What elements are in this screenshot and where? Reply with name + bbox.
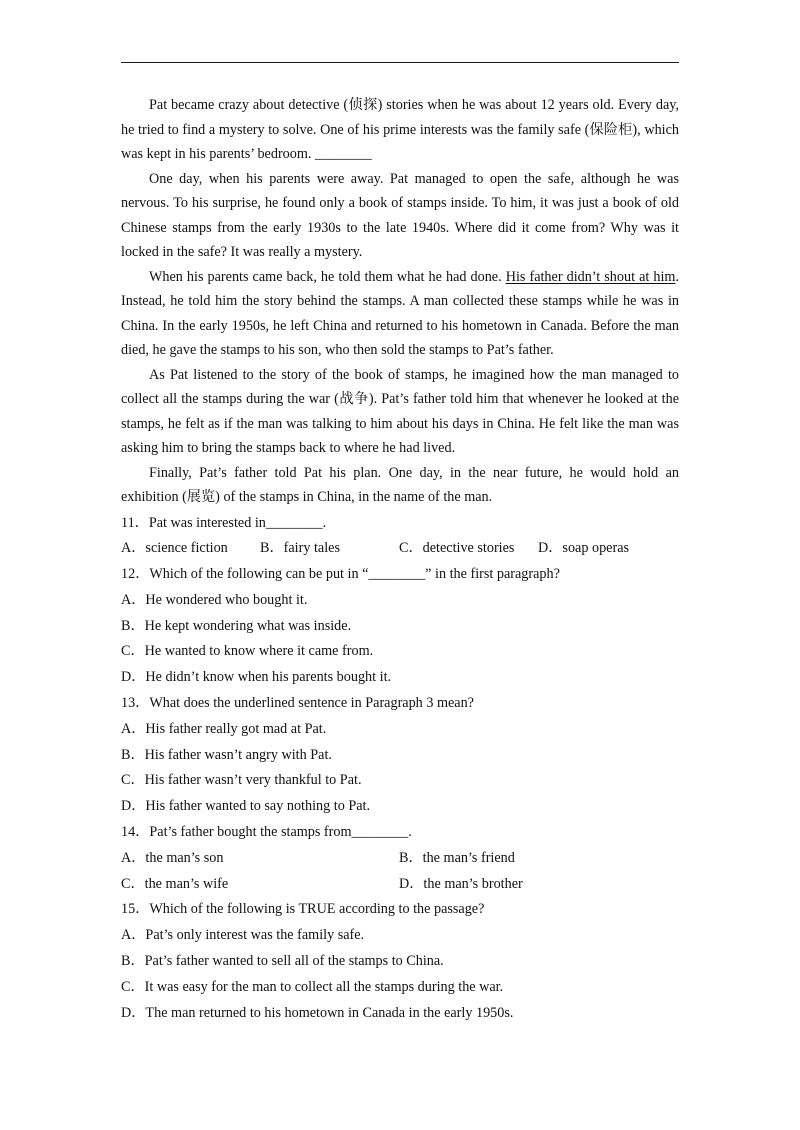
passage-paragraph-5: Finally, Pat’s father told Pat his plan. One day, in the near future, he would hold an exhibition (展览) of the stamps in China, in the name of the man. (121, 464, 679, 505)
underlined-sentence: His father didn’t shout at him (505, 268, 676, 285)
question-13-option-d: D．His father wanted to say nothing to Pat. (121, 798, 371, 815)
question-14-options-row-1 (121, 846, 679, 872)
question-12-stem: 12．Which of the following can be put in “________” in the first paragraph? (121, 566, 560, 583)
question-12-option-c: C．He wanted to know where it came from. (121, 643, 374, 660)
question-13-option-a: A．His father really got mad at Pat. (121, 720, 327, 737)
question-13-stem: 13．What does the underlined sentence in Paragraph 3 mean? (121, 695, 474, 712)
question-11-option-a: A．science fiction (121, 540, 228, 557)
passage-paragraph-1: Pat became crazy about detective (侦探) stories when he was about 12 years old. Every day, he tried to find a mystery to solve. One of his prime interests was the family safe (保险柜), which was kept in his parents’ bedroom. ________ (121, 97, 679, 162)
question-15-option-d: D．The man returned to his hometown in Canada in the early 1950s. (121, 1004, 514, 1021)
question-11-option-d: D．soap operas (538, 540, 630, 557)
question-15-option-b: B．Pat’s father wanted to sell all of the stamps to China. (121, 953, 444, 970)
question-13-option-c: C．His father wasn’t very thankful to Pat. (121, 772, 362, 789)
question-14-option-b: B．the man’s friend (399, 849, 515, 866)
question-12-option-b: B．He kept wondering what was inside. (121, 617, 352, 634)
paragraph-3-lead: When his parents came back, he told them what he had done. (149, 268, 506, 285)
question-12-option-a: A．He wondered who bought it. (121, 591, 308, 608)
question-15-stem: 15．Which of the following is TRUE according to the passage? (121, 901, 485, 918)
question-15-option-a: A．Pat’s only interest was the family safe. (121, 927, 365, 944)
question-15-option-c: C．It was easy for the man to collect all the stamps during the war. (121, 978, 504, 995)
question-11-option-b: B．fairy tales (260, 540, 340, 557)
passage-paragraph-4: As Pat listened to the story of the book of stamps, he imagined how the man managed to collect all the stamps during the war (战争). Pat’s father told him that whenever he looked at the stamps, he felt as if the man was talking to him about his days in China. He felt like the man was asking him to bring the stamps back to where he had lived. (121, 366, 679, 456)
question-14-stem: 14．Pat’s father bought the stamps from________. (121, 824, 412, 841)
question-11-stem: 11．Pat was interested in________. (121, 514, 327, 531)
question-14-option-a: A．the man’s son (121, 849, 224, 866)
question-11-options (121, 536, 679, 562)
passage-paragraph-2: One day, when his parents were away. Pat managed to open the safe, although he was nervous. To his surprise, he found only a book of stamps inside. To him, it was just a book of old Chinese stamps from the early 1930s to the late 1940s. Where did it come from? Why was it locked in the safe? It was really a mystery. (121, 170, 679, 260)
header-rule (121, 62, 679, 63)
paragraph-3-rest: . Instead, he told him the story behind the stamps. A man collected these stamps while he was in China. In the early 1950s, he left China and returned to his hometown in Canada. Before the man died, he gave the stamps to his son, who then sold the stamps to Pat’s father. (121, 268, 679, 358)
document-body (121, 93, 679, 1026)
question-12-option-d: D．He didn’t know when his parents bought it. (121, 669, 392, 686)
question-14-option-d: D．the man’s brother (399, 875, 523, 892)
question-13-option-b: B．His father wasn’t angry with Pat. (121, 746, 332, 763)
question-11-option-c: C．detective stories (399, 540, 515, 557)
question-14-option-c: C．the man’s wife (121, 875, 229, 892)
question-14-options-row-2 (121, 872, 679, 898)
passage-paragraph-3 (121, 265, 679, 363)
